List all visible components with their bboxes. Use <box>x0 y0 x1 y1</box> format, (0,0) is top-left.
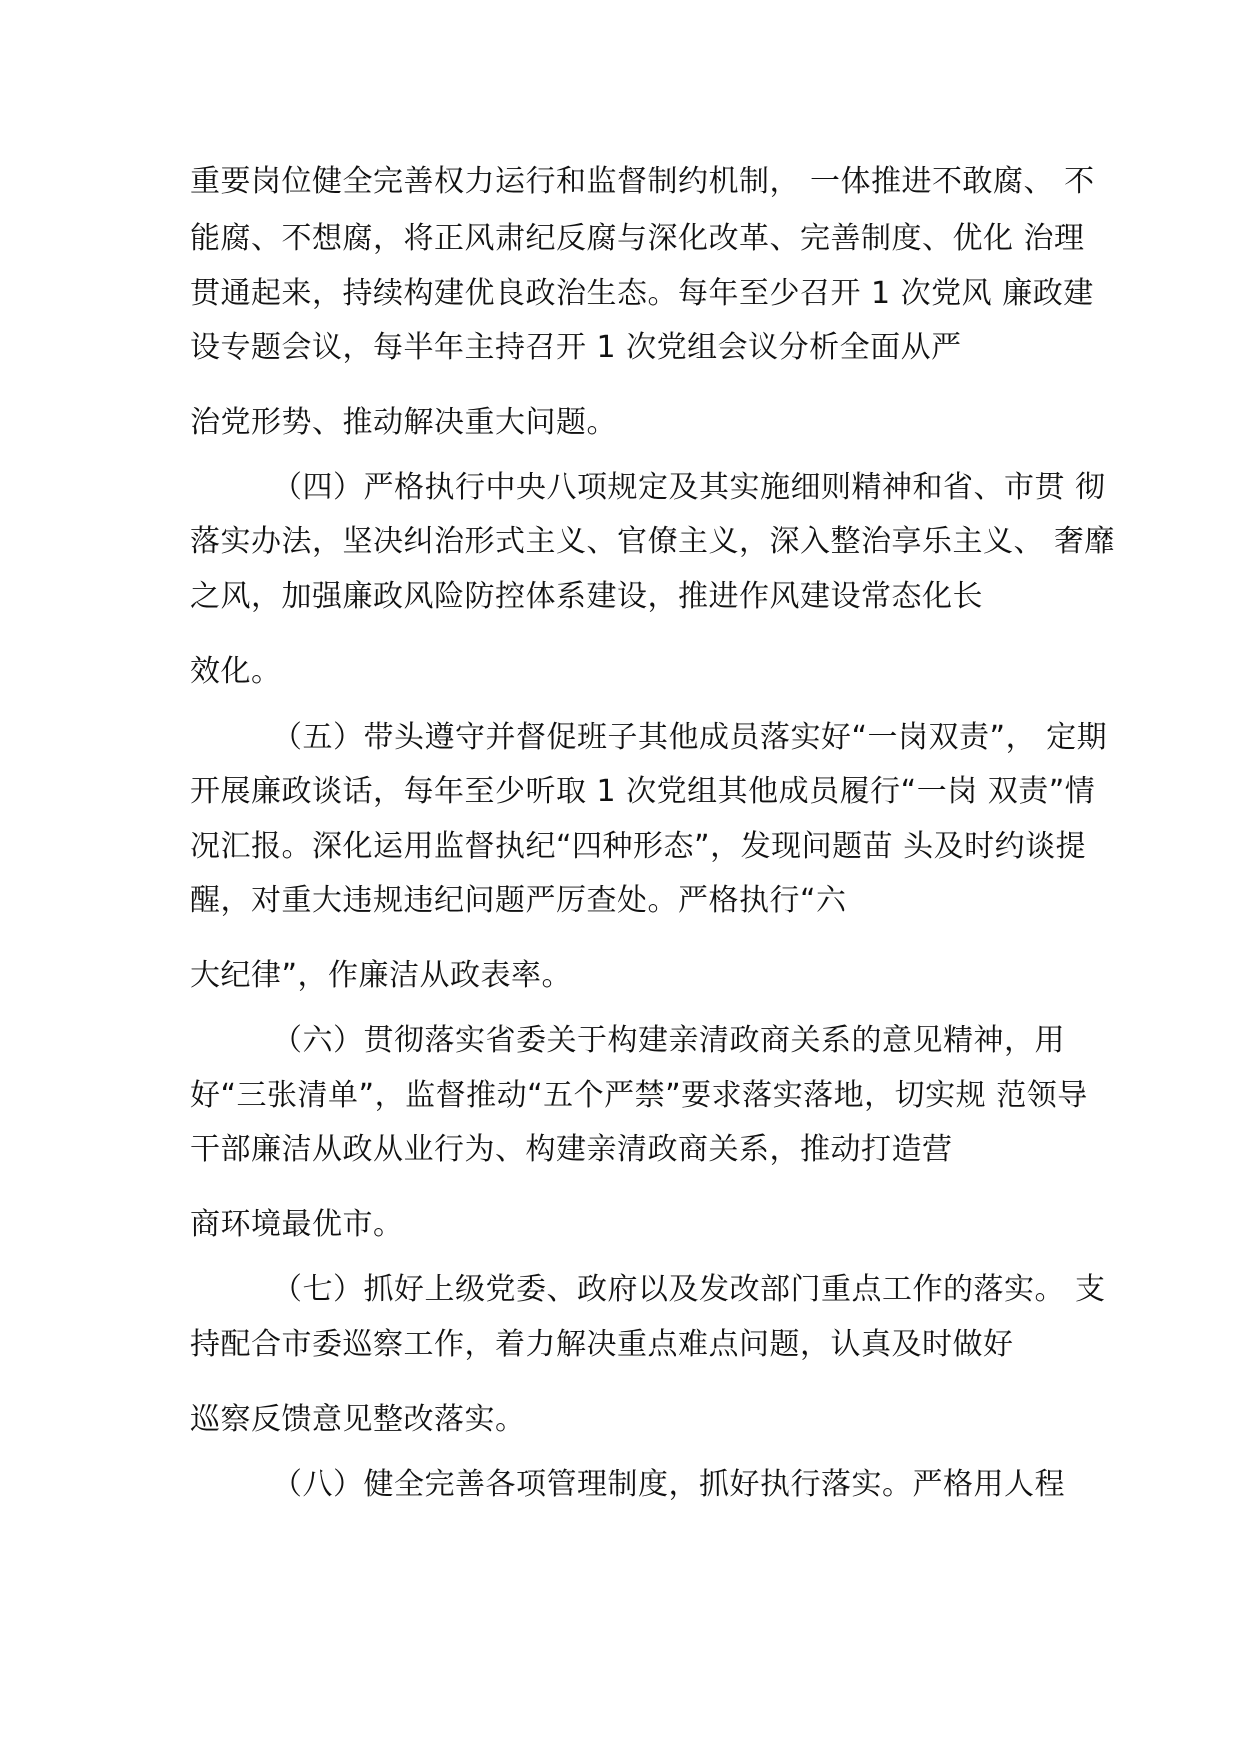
text-line: 大纪律”，作廉洁从政表率。 <box>190 958 573 993</box>
text-line: 落实办法，坚决纠治形式主义、官僚主义，深入整治享乐主义、 奢靡 <box>190 524 1116 559</box>
text-line: 商环境最优市。 <box>190 1207 404 1242</box>
text-line: 贯通起来，持续构建优良政治生态。每年至少召开 1 次党风 廉政建 <box>190 276 1094 311</box>
section-6-heading: （六）贯彻落实省委关于构建亲清政商关系的意见精神，用 <box>272 1023 1065 1058</box>
text-line: 开展廉政谈话，每年至少听取 1 次党组其他成员履行“一岗 双责”情 <box>190 774 1096 809</box>
section-7-heading: （七）抓好上级党委、政府以及发改部门重点工作的落实。 支 <box>272 1272 1106 1307</box>
text-line: 干部廉洁从政从业行为、构建亲清政商关系，推动打造营 <box>190 1132 953 1167</box>
text-line: 能腐、不想腐，将正风肃纪反腐与深化改革、完善制度、优化 治理 <box>190 221 1085 256</box>
section-8-heading: （八）健全完善各项管理制度，抓好执行落实。严格用人程 <box>272 1467 1065 1502</box>
text-line: 设专题会议，每半年主持召开 1 次党组会议分析全面从严 <box>190 330 962 365</box>
text-line: 治党形势、推动解决重大问题。 <box>190 405 617 440</box>
text-line: 效化。 <box>190 654 282 689</box>
text-line: 醒，对重大违规违纪问题严厉查处。严格执行“六 <box>190 883 847 918</box>
text-line: 持配合市委巡察工作，着力解决重点难点问题，认真及时做好 <box>190 1327 1014 1362</box>
section-4-heading: （四）严格执行中央八项规定及其实施细则精神和省、市贯 彻 <box>272 470 1106 505</box>
text-line: 况汇报。深化运用监督执纪“四种形态”，发现问题苗 头及时约谈提 <box>190 829 1087 864</box>
text-line: 好“三张清单”，监督推动“五个严禁”要求落实落地，切实规 范领导 <box>190 1078 1088 1113</box>
section-5-heading: （五）带头遵守并督促班子其他成员落实好“一岗双责”， 定期 <box>272 720 1108 755</box>
text-line: 重要岗位健全完善权力运行和监督制约机制， 一体推进不敢腐、 不 <box>190 164 1095 199</box>
text-line: 之风，加强廉政风险防控体系建设，推进作风建设常态化长 <box>190 579 983 614</box>
text-line: 巡察反馈意见整改落实。 <box>190 1402 526 1437</box>
